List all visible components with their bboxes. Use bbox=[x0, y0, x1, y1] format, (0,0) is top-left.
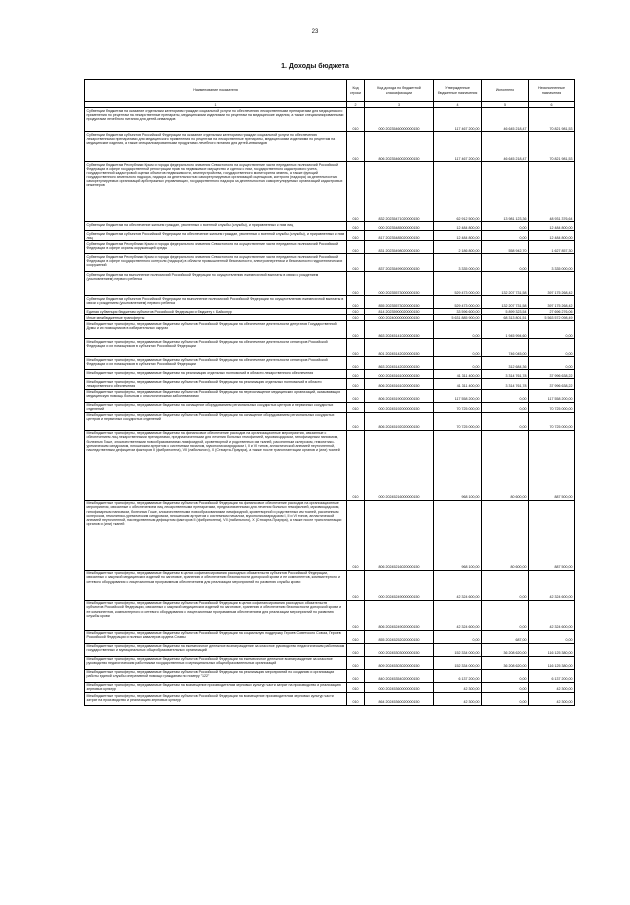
cell-income-code: 831 20235498020000150 bbox=[365, 241, 434, 254]
cell-approved: 3 335 000,00 bbox=[434, 254, 482, 272]
cell-approved: 968 100,00 bbox=[434, 500, 482, 570]
cell-name: Межбюджетные трансферты, передаваемые бюджетам субъектов Российской Федерации на обеспечение деятельности депутатов Государственной Думы и их помощников в избирательных округах bbox=[85, 321, 347, 339]
cell-income-code: 832 20235471020000150 bbox=[365, 162, 434, 222]
cell-unexecuted: 0,00 bbox=[529, 357, 575, 370]
cell-approved: 70 725 000,00 bbox=[434, 412, 482, 430]
cell-executed: 46 645 218,47 bbox=[482, 108, 529, 132]
cell-income-code: 855 20235573020000150 bbox=[365, 296, 434, 309]
cell-executed: 132 207 731,58 bbox=[482, 296, 529, 309]
cell-approved: 62 912 500,00 bbox=[434, 162, 482, 222]
cell-unexecuted: 116 125 380,00 bbox=[529, 643, 575, 656]
cell-executed: 0,00 bbox=[482, 402, 529, 412]
header-row bbox=[85, 80, 575, 102]
cell-executed: 132 207 731,58 bbox=[482, 272, 529, 296]
cell-unexecuted: 37 996 638,22 bbox=[529, 379, 575, 389]
cell-income-code: 806 20245249020000150 bbox=[365, 600, 434, 630]
table-row bbox=[85, 241, 575, 254]
cell-unexecuted: 12 484 800,00 bbox=[529, 231, 575, 241]
cell-name: Межбюджетные трансферты, передаваемые бюджетам на финансовое обеспечение расходов на организационные мероприятия, связанные с обеспечением лиц лекарственными препаратами, предназначенными для лечения больных гемофилией, муковисцидозом, гипофизарным нанизмом, болезнью Гоше, злокачественными новообразованиями лимфоидной, кроветворной и родственных им тканей, рассеянным склерозом, гемолитико-уремическим синдромом, юношеским артритом с системным началом, мукополисахаридозом I, II и VI типов, апластической анемией неуточненной, наследственным дефицитом факторов II (фибриногена), VII (лабильного), X (Стюарта-Прауэра), а также после трансплантации органов и (или) тканей bbox=[85, 430, 347, 500]
cell-income-code: 000 20245360000000150 bbox=[365, 682, 434, 692]
cell-income-code: 814 20235900020000150 bbox=[365, 309, 434, 315]
cell-line-code: 010 bbox=[347, 272, 365, 296]
cell-executed: 36 208 620,00 bbox=[482, 643, 529, 656]
cell-line-code: 010 bbox=[347, 370, 365, 379]
table-row bbox=[85, 643, 575, 656]
cell-line-code: 010 bbox=[347, 222, 365, 231]
table-row bbox=[85, 412, 575, 430]
cell-approved: 529 473 000,00 bbox=[434, 296, 482, 309]
cell-line-code: 010 bbox=[347, 379, 365, 389]
cell-executed: 0,00 bbox=[482, 693, 529, 706]
cell-name: Субвенции бюджетам Республики Крым и города федерального значения Севастополя на осуществление части переданных полномочий Российской Федерации в сфере охраны окружающей среды bbox=[85, 241, 347, 254]
cell-income-code: 809 20245303020000150 bbox=[365, 656, 434, 669]
cell-executed: 0,00 bbox=[482, 254, 529, 272]
cell-executed: 46 645 218,47 bbox=[482, 132, 529, 162]
cell-unexecuted: 42 300,00 bbox=[529, 693, 575, 706]
table-row bbox=[85, 669, 575, 682]
cell-executed: 13 981 123,36 bbox=[482, 162, 529, 222]
table-row bbox=[85, 108, 575, 132]
cell-income-code: 806 20245161020000150 bbox=[365, 379, 434, 389]
page-number: 23 bbox=[311, 29, 319, 35]
cell-unexecuted: 0,00 bbox=[529, 630, 575, 643]
cell-approved: 117 558 200,00 bbox=[434, 389, 482, 402]
cell-line-code: 010 bbox=[347, 231, 365, 241]
table-row bbox=[85, 570, 575, 600]
cell-name: Субвенции бюджетам субъектов Российской Федерации на оказание отдельным категориям граждан социальной услуги по обеспечению лекарственными препаратами для медицинского применения по рецептам на лекарственные препараты, медицинскими изделиями по рецептам на медицинские изделия, а также специализированными продуктами лечебного питания для детей-инвалидов bbox=[85, 132, 347, 162]
cell-executed: 0,00 bbox=[482, 412, 529, 430]
cell-executed: 0,00 bbox=[482, 682, 529, 692]
cell-unexecuted: 27 696 276,06 bbox=[529, 309, 575, 315]
cell-name: Межбюджетные трансферты, передаваемые бюджетам субъектов Российской Федерации на реализацию мероприятий по созданию и организации работы единой службы оперативной помощи гражданам по номеру "122" bbox=[85, 669, 347, 682]
cell-name: Межбюджетные трансферты, передаваемые бюджетам субъектов Российской Федерации на социальную поддержку Героев Советского Союза, Героев Российской Федерации и полных кавалеров ордена Славы bbox=[85, 630, 347, 643]
cell-line-code: 010 bbox=[347, 162, 365, 222]
table-row bbox=[85, 500, 575, 570]
cell-approved: 0,00 bbox=[434, 357, 482, 370]
table-row bbox=[85, 389, 575, 402]
table-row bbox=[85, 132, 575, 162]
cell-income-code: 000 20235460000000150 bbox=[365, 108, 434, 132]
cell-name: Межбюджетные трансферты, передаваемые бюджетам субъектов Российской Федерации на финансовое обеспечение расходов на организационные мероприятия, связанные с обеспечением лиц лекарственными препаратами, предназначенными для лечения больных гемофилией, муковисцидозом, гипофизарным нанизмом, болезнью Гоше, злокачественными новообразованиями лимфоидной, кроветворной и родственных им тканей, рассеянным склерозом, гемолитико-уремическим синдромом, юношеским артритом с системным началом, мукополисахаридозом I, II и VI типов, апластической анемией неуточненной, наследственным дефицитом факторов II (фибриногена), VII (лабильного), X (Стюарта-Прауэра), а также после трансплантации органов и (или) тканей bbox=[85, 500, 347, 570]
cell-name: Межбюджетные трансферты, передаваемые бюджетам на возмещение производителям зерновых культур части затрат на производство и реализацию зерновых культур bbox=[85, 682, 347, 692]
table-row bbox=[85, 600, 575, 630]
table-row bbox=[85, 231, 575, 241]
table-row bbox=[85, 682, 575, 692]
cell-approved: 42 324 600,00 bbox=[434, 600, 482, 630]
cell-name: Межбюджетные трансферты, передаваемые бюджетам на ежемесячное денежное вознаграждение за классное руководство педагогическим работникам государственных и муниципальных общеобразовательных организаций bbox=[85, 643, 347, 656]
cell-approved: 6 137 200,00 bbox=[434, 669, 482, 682]
cell-line-code: 010 bbox=[347, 321, 365, 339]
cell-approved: 0,00 bbox=[434, 339, 482, 357]
cell-line-code: 010 bbox=[347, 389, 365, 402]
cell-line-code: 010 bbox=[347, 315, 365, 321]
cell-executed: 80 600,00 bbox=[482, 500, 529, 570]
cell-unexecuted: 70 821 981,53 bbox=[529, 132, 575, 162]
cell-executed: 3 314 761,78 bbox=[482, 379, 529, 389]
table-row bbox=[85, 357, 575, 370]
cell-line-code: 010 bbox=[347, 254, 365, 272]
cell-line-code: 010 bbox=[347, 500, 365, 570]
cell-income-code: 000 20245303000000150 bbox=[365, 643, 434, 656]
cell-income-code: 000 20245249000000150 bbox=[365, 570, 434, 600]
table-row bbox=[85, 379, 575, 389]
cell-unexecuted: 70 725 000,00 bbox=[529, 402, 575, 412]
cell-executed: 0,00 bbox=[482, 389, 529, 402]
table-row bbox=[85, 339, 575, 357]
cell-income-code: 000 20245161000000150 bbox=[365, 370, 434, 379]
cell-unexecuted: 42 324 600,00 bbox=[529, 570, 575, 600]
cell-approved: 12 484 800,00 bbox=[434, 222, 482, 231]
column-number: 6 bbox=[529, 102, 575, 108]
cell-unexecuted: 70 821 981,53 bbox=[529, 108, 575, 132]
table-row bbox=[85, 693, 575, 706]
cell-income-code: 806 20235460020000150 bbox=[365, 132, 434, 162]
cell-approved: 117 467 200,00 bbox=[434, 132, 482, 162]
cell-income-code: 864 20245360020000150 bbox=[365, 693, 434, 706]
table-row bbox=[85, 630, 575, 643]
cell-unexecuted: 37 996 638,22 bbox=[529, 370, 575, 379]
cell-unexecuted: 48 931 376,64 bbox=[529, 162, 575, 222]
cell-income-code: 840 20245354020000150 bbox=[365, 669, 434, 682]
cell-name: Субвенции бюджетам Республики Крым и города федерального значения Севастополя на осуществление части переданных полномочий Российской Федерации в сфере государственного контроля (надзора) в области промышленной безопасности, электроэнергетики и безопасности гидротехнических сооружений bbox=[85, 254, 347, 272]
cell-income-code: 863 20245142020000150 bbox=[365, 357, 434, 370]
cell-unexecuted: 70 725 000,00 bbox=[529, 412, 575, 430]
table-row bbox=[85, 254, 575, 272]
cell-approved: 529 473 000,00 bbox=[434, 272, 482, 296]
column-number: 5 bbox=[482, 102, 529, 108]
cell-executed: 5 899 323,54 bbox=[482, 309, 529, 315]
section-title: 1. Доходы бюджета bbox=[281, 63, 349, 70]
cell-approved: 42 324 600,00 bbox=[434, 570, 482, 600]
cell-income-code: 000 20235485000000150 bbox=[365, 222, 434, 231]
cell-line-code: 010 bbox=[347, 656, 365, 669]
table-row bbox=[85, 370, 575, 379]
cell-unexecuted: 5 563 572 098,49 bbox=[529, 315, 575, 321]
cell-line-code: 010 bbox=[347, 643, 365, 656]
cell-approved: 968 100,00 bbox=[434, 430, 482, 500]
cell-line-code: 010 bbox=[347, 339, 365, 357]
cell-unexecuted: 887 500,00 bbox=[529, 430, 575, 500]
cell-income-code: 837 20235499020000150 bbox=[365, 254, 434, 272]
cell-unexecuted: 116 125 380,00 bbox=[529, 656, 575, 669]
cell-approved: 41 311 400,00 bbox=[434, 370, 482, 379]
cell-line-code: 010 bbox=[347, 132, 365, 162]
cell-approved: 41 311 400,00 bbox=[434, 379, 482, 389]
header-executed: Исполнено bbox=[482, 80, 529, 102]
cell-name: Межбюджетные трансферты, передаваемые бюджетам субъектов Российской Федерации на обеспечение деятельности сенаторов Российской Федерации и их помощников в субъектах Российской Федерации bbox=[85, 339, 347, 357]
cell-line-code: 010 bbox=[347, 570, 365, 600]
cell-name: Субвенции бюджетам на обеспечение жильем граждан, уволенных с военной службы (службы), и приравненных к ним лиц bbox=[85, 222, 347, 231]
cell-unexecuted: 1 627 857,30 bbox=[529, 241, 575, 254]
cell-line-code: 010 bbox=[347, 682, 365, 692]
cell-income-code: 863 20245141020000150 bbox=[365, 321, 434, 339]
cell-executed: 312 684,36 bbox=[482, 357, 529, 370]
cell-executed: 36 208 620,00 bbox=[482, 656, 529, 669]
cell-line-code: 010 bbox=[347, 412, 365, 430]
cell-name: Межбюджетные трансферты, передаваемые бюджетам субъектов Российской Федерации на переоснащение медицинских организаций, оказывающих медицинскую помощь больным с онкологическими заболеваниями bbox=[85, 389, 347, 402]
cell-line-code: 010 bbox=[347, 108, 365, 132]
cell-executed: 0,00 bbox=[482, 222, 529, 231]
table-row bbox=[85, 430, 575, 500]
cell-income-code: 801 20245142020000150 bbox=[365, 339, 434, 357]
cell-unexecuted: 3 335 000,00 bbox=[529, 254, 575, 272]
cell-approved: 152 334 000,00 bbox=[434, 656, 482, 669]
cell-name: Межбюджетные трансферты, передаваемые бюджетам на оснащение оборудованием региональных сосудистых центров и первичных сосудистых отделений bbox=[85, 402, 347, 412]
cell-unexecuted: 117 558 200,00 bbox=[529, 389, 575, 402]
cell-income-code: 817 20235485020000150 bbox=[365, 231, 434, 241]
cell-approved: 152 334 000,00 bbox=[434, 643, 482, 656]
cell-unexecuted: 12 484 800,00 bbox=[529, 222, 575, 231]
table-row bbox=[85, 402, 575, 412]
table-row bbox=[85, 321, 575, 339]
cell-unexecuted: 6 137 200,00 bbox=[529, 669, 575, 682]
cell-executed: 687,00 bbox=[482, 630, 529, 643]
cell-unexecuted: 397 175 268,42 bbox=[529, 296, 575, 309]
cell-line-code: 010 bbox=[347, 402, 365, 412]
cell-line-code: 010 bbox=[347, 296, 365, 309]
cell-income-code: 000 20245192000000150 bbox=[365, 402, 434, 412]
cell-approved: 2 186 800,00 bbox=[434, 241, 482, 254]
cell-unexecuted: 42 324 600,00 bbox=[529, 600, 575, 630]
cell-name: Межбюджетные трансферты, передаваемые бюджетам субъектов Российской Федерации на реализацию отдельных полномочий в области лекарственного обеспечения bbox=[85, 379, 347, 389]
cell-income-code: 000 20240000000000150 bbox=[365, 315, 434, 321]
cell-name: Субвенции бюджетам на оказание отдельным категориям граждан социальной услуги по обеспечению лекарственными препаратами для медицинского применения по рецептам на лекарственные препараты, медицинскими изделиями по рецептам на медицинские изделия, а также специализированными продуктами лечебного питания для детей-инвалидов bbox=[85, 108, 347, 132]
cell-income-code: 855 20245252020000150 bbox=[365, 630, 434, 643]
cell-line-code: 010 bbox=[347, 669, 365, 682]
cell-name: Межбюджетные трансферты, передаваемые бюджетам субъектов Российской Федерации в целях софинансирования расходных обязательств субъектов Российской Федерации, связанных с закупкой медицинских изделий по заготовке, хранению и обеспечению безопасности донорской крови и ее компонентов, компьютерного и сетевого оборудования с лицензионным программным обеспечением для реализации мероприятий по развитию службы крови bbox=[85, 600, 347, 630]
cell-name: Субвенции бюджетам субъектов Российской Федерации на обеспечение жильем граждан, уволенных с военной службы (службы), и приравненных к ним лиц bbox=[85, 231, 347, 241]
table-row bbox=[85, 296, 575, 309]
cell-executed: 0,00 bbox=[482, 231, 529, 241]
cell-approved: 42 300,00 bbox=[434, 693, 482, 706]
header-income-code: Код дохода по бюджетной классификации bbox=[365, 80, 434, 102]
header-approved: Утвержденные бюджетные назначения bbox=[434, 80, 482, 102]
cell-approved: 0,00 bbox=[434, 630, 482, 643]
cell-executed: 80 600,00 bbox=[482, 430, 529, 500]
cell-unexecuted: 0,00 bbox=[529, 339, 575, 357]
cell-name: Межбюджетные трансферты, передаваемые бюджетам в целях софинансирования расходных обязательств субъектов Российской Федерации, связанных с закупкой медицинских изделий по заготовке, хранению и обеспечению безопасности донорской крови и ее компонентов, компьютерного и сетевого оборудования с лицензионным программным обеспечением для реализации мероприятий по развитию службы крови bbox=[85, 570, 347, 600]
cell-income-code: 000 20245216000000150 bbox=[365, 430, 434, 500]
column-number: 4 bbox=[434, 102, 482, 108]
cell-line-code: 010 bbox=[347, 630, 365, 643]
cell-name: Единая субвенция бюджетам субъектов Российской Федерации и бюджету г. Байконур bbox=[85, 309, 347, 315]
cell-line-code: 010 bbox=[347, 309, 365, 315]
cell-unexecuted: 887 500,00 bbox=[529, 500, 575, 570]
cell-executed: 0,00 bbox=[482, 570, 529, 600]
cell-income-code: 806 20245192020000150 bbox=[365, 412, 434, 430]
cell-executed: 0,00 bbox=[482, 669, 529, 682]
cell-income-code: 000 20235573000000150 bbox=[365, 272, 434, 296]
cell-name: Межбюджетные трансферты, передаваемые бюджетам субъектов Российской Федерации на ежемесячное денежное вознаграждение за классное руководство педагогическим работникам государственных и муниципальных общеобразовательных организаций bbox=[85, 656, 347, 669]
cell-name: Межбюджетные трансферты, передаваемые бюджетам на реализацию отдельных полномочий в области лекарственного обеспечения bbox=[85, 370, 347, 379]
cell-name: Субвенции бюджетам на выполнение полномочий Российской Федерации по осуществлению ежемесячной выплаты в связи с рождением (усыновлением) первого ребенка bbox=[85, 272, 347, 296]
cell-name: Иные межбюджетные трансферты bbox=[85, 315, 347, 321]
cell-income-code: 806 20245216020000150 bbox=[365, 500, 434, 570]
header-unexecuted: Неисполненные назначения bbox=[529, 80, 575, 102]
cell-executed: 746 045,00 bbox=[482, 339, 529, 357]
cell-executed: 558 942,70 bbox=[482, 241, 529, 254]
table-row bbox=[85, 272, 575, 296]
cell-approved: 5 631 885 900,00 bbox=[434, 315, 482, 321]
column-number: 1 bbox=[85, 102, 347, 108]
table-row bbox=[85, 222, 575, 231]
cell-name: Субвенции бюджетам субъектов Российской Федерации на выполнение полномочий Российской Федерации по осуществлению ежемесячной выплаты в связи с рождением (усыновлением) первого ребенка bbox=[85, 296, 347, 309]
cell-name: Субвенции бюджетам Республики Крым и города федерального значения Севастополя на осуществление части переданных полномочий Российской Федерации в сфере государственной регистрации прав на недвижимое имущество и сделок с ним, государственного кадастрового учета, государственной кадастровой оценки объектов недвижимости, землеустройства, государственного мониторинга земель, а также функций государственного земельного надзора, надзора за деятельностью саморегулируемых организаций оценщиков, контроля (надзора) за деятельностью саморегулируемых организаций арбитражных управляющих, государственного надзора за деятельностью саморегулируемых организаций кадастровых инженеров bbox=[85, 162, 347, 222]
cell-name: Межбюджетные трансферты, передаваемые бюджетам субъектов Российской Федерации на возмещение производителям зерновых культур части затрат на производство и реализацию зерновых культур bbox=[85, 693, 347, 706]
cell-line-code: 010 bbox=[347, 241, 365, 254]
cell-executed: 0,00 bbox=[482, 600, 529, 630]
cell-approved: 70 725 000,00 bbox=[434, 402, 482, 412]
cell-executed: 68 313 801,51 bbox=[482, 315, 529, 321]
cell-executed: 3 314 761,78 bbox=[482, 370, 529, 379]
cell-unexecuted: 397 175 268,42 bbox=[529, 272, 575, 296]
cell-approved: 33 596 600,00 bbox=[434, 309, 482, 315]
cell-approved: 12 484 800,00 bbox=[434, 231, 482, 241]
column-number: 2 bbox=[347, 102, 365, 108]
table-row bbox=[85, 162, 575, 222]
cell-name: Межбюджетные трансферты, передаваемые бюджетам субъектов Российской Федерации на обеспечение деятельности сенаторов Российской Федерации и их помощников в субъектах Российской Федерации bbox=[85, 357, 347, 370]
cell-executed: 1 945 994,60 bbox=[482, 321, 529, 339]
cell-approved: 0,00 bbox=[434, 321, 482, 339]
table-row bbox=[85, 656, 575, 669]
column-number: 3 bbox=[365, 102, 434, 108]
cell-line-code: 010 bbox=[347, 430, 365, 500]
cell-approved: 42 300,00 bbox=[434, 682, 482, 692]
cell-name: Межбюджетные трансферты, передаваемые бюджетам субъектов Российской Федерации на оснащение оборудованием региональных сосудистых центров и первичных сосудистых отделений bbox=[85, 412, 347, 430]
cell-unexecuted: 0,00 bbox=[529, 321, 575, 339]
budget-income-table bbox=[84, 79, 575, 706]
cell-unexecuted: 42 300,00 bbox=[529, 682, 575, 692]
cell-line-code: 010 bbox=[347, 693, 365, 706]
cell-approved: 117 467 200,00 bbox=[434, 108, 482, 132]
header-name: Наименование показателя bbox=[85, 80, 347, 102]
cell-line-code: 010 bbox=[347, 600, 365, 630]
cell-income-code: 806 20245190020000150 bbox=[365, 389, 434, 402]
header-line-code: Код строки bbox=[347, 80, 365, 102]
cell-line-code: 010 bbox=[347, 357, 365, 370]
